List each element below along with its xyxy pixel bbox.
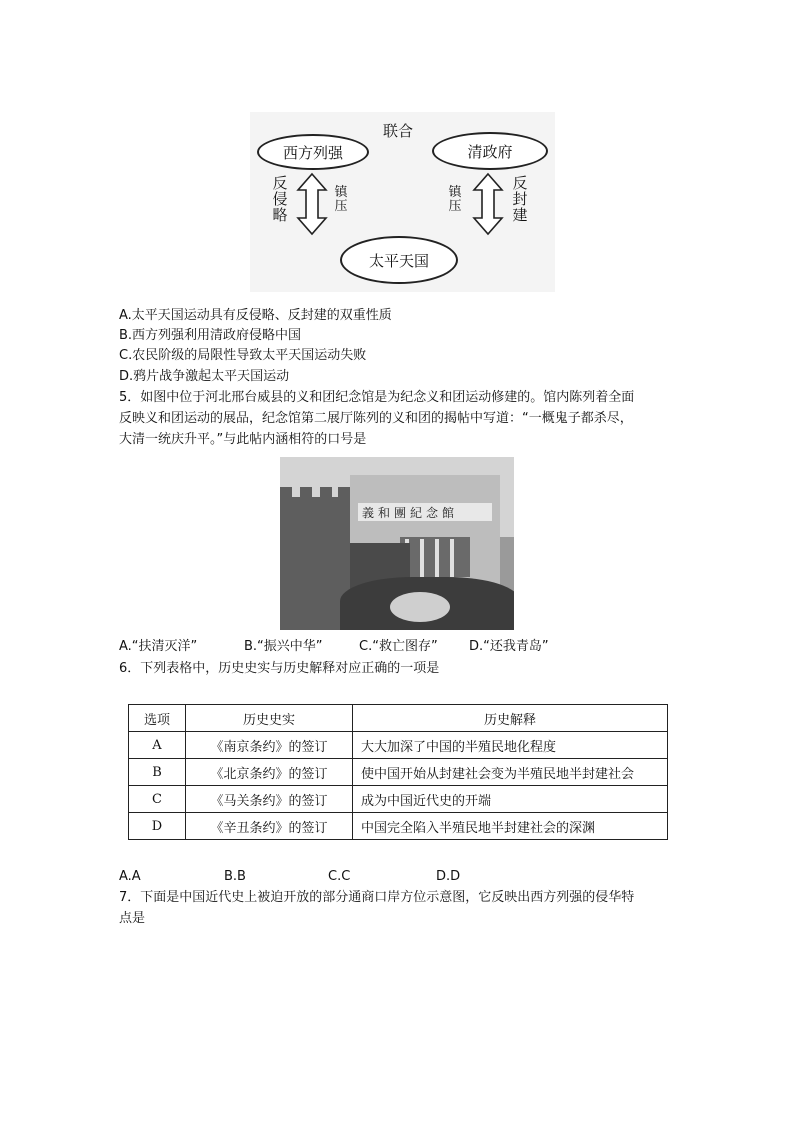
q4-option-a: A.太平天国运动具有反侵略、反封建的双重性质 <box>119 308 392 323</box>
table-cell-explanation: 使中国开始从封建社会变为半殖民地半封建社会 <box>353 759 668 786</box>
q5-stem-line-3: 大清一统庆升平。”与此帖内涵相符的口号是 <box>119 432 367 447</box>
q5-option-d: D.“还我青岛” <box>469 639 549 654</box>
q5-stem-line-1: 5．如图中位于河北邢台威县的义和团纪念馆是为纪念义和团运动修建的。馆内陈列着全面 <box>119 390 635 405</box>
double-arrow-right-icon <box>472 172 504 236</box>
diagram-left-inner-label: 镇压 <box>334 185 348 214</box>
diagram-oval-qing-government: 清政府 <box>432 132 548 170</box>
diagram-oval-western-powers: 西方列强 <box>257 134 369 170</box>
history-table <box>128 704 668 840</box>
table-cell-explanation: 大大加深了中国的半殖民地化程度 <box>353 732 668 759</box>
table-cell-option: D <box>129 813 186 840</box>
q5-option-b: B.“振兴中华” <box>244 639 323 654</box>
memorial-hall-photo <box>280 457 514 630</box>
table-cell-explanation: 中国完全陷入半殖民地半封建社会的深渊 <box>353 813 668 840</box>
diagram-right-outer-label: 反封建 <box>512 174 528 224</box>
diagram-left-outer-label: 反侵略 <box>272 174 288 224</box>
q5-stem-line-2: 反映义和团运动的展品，纪念馆第二展厅陈列的义和团的揭帖中写道：“一概鬼子都杀尽， <box>119 411 633 426</box>
q6-option-b: B.B <box>224 869 246 884</box>
double-arrow-left-icon <box>296 172 328 236</box>
table-header-option: 选项 <box>129 705 186 732</box>
table-header-row <box>129 705 668 732</box>
table-header-fact: 历史史实 <box>186 705 353 732</box>
table-cell-explanation: 成为中国近代史的开端 <box>353 786 668 813</box>
q6-option-a: A.A <box>119 869 141 884</box>
table-cell-fact: 《北京条约》的签订 <box>186 759 353 786</box>
q4-option-d: D.鸦片战争激起太平天国运动 <box>119 369 290 384</box>
table-header-explanation: 历史解释 <box>353 705 668 732</box>
q6-option-c: C.C <box>328 869 351 884</box>
q7-stem-line-1: 7．下面是中国近代史上被迫开放的部分通商口岸方位示意图，它反映出西方列强的侵华特 <box>119 890 635 905</box>
diagram-right-inner-label: 镇压 <box>448 185 462 214</box>
table-row <box>129 732 668 759</box>
table-cell-fact: 《辛丑条约》的签订 <box>186 813 353 840</box>
q5-option-a: A.“扶清灭洋” <box>119 639 198 654</box>
table-cell-fact: 《南京条约》的签订 <box>186 732 353 759</box>
relations-diagram <box>250 112 555 292</box>
diagram-top-label: 联合 <box>383 122 414 140</box>
table-row <box>129 786 668 813</box>
table-cell-option: B <box>129 759 186 786</box>
table-cell-option: A <box>129 732 186 759</box>
memorial-hall-sign: 義和團紀念館 <box>362 506 459 520</box>
q6-stem: 6．下列表格中，历史史实与历史解释对应正确的一项是 <box>119 661 440 676</box>
q7-stem-line-2: 点是 <box>119 911 146 926</box>
table-row <box>129 813 668 840</box>
table-cell-option: C <box>129 786 186 813</box>
q4-option-c: C.农民阶级的局限性导致太平天国运动失败 <box>119 348 367 363</box>
table-row <box>129 759 668 786</box>
diagram-oval-taiping: 太平天国 <box>340 236 458 284</box>
table-cell-fact: 《马关条约》的签订 <box>186 786 353 813</box>
q5-option-c: C.“救亡图存” <box>359 639 438 654</box>
q6-option-d: D.D <box>436 869 461 884</box>
q4-option-b: B.西方列强利用清政府侵略中国 <box>119 328 302 343</box>
